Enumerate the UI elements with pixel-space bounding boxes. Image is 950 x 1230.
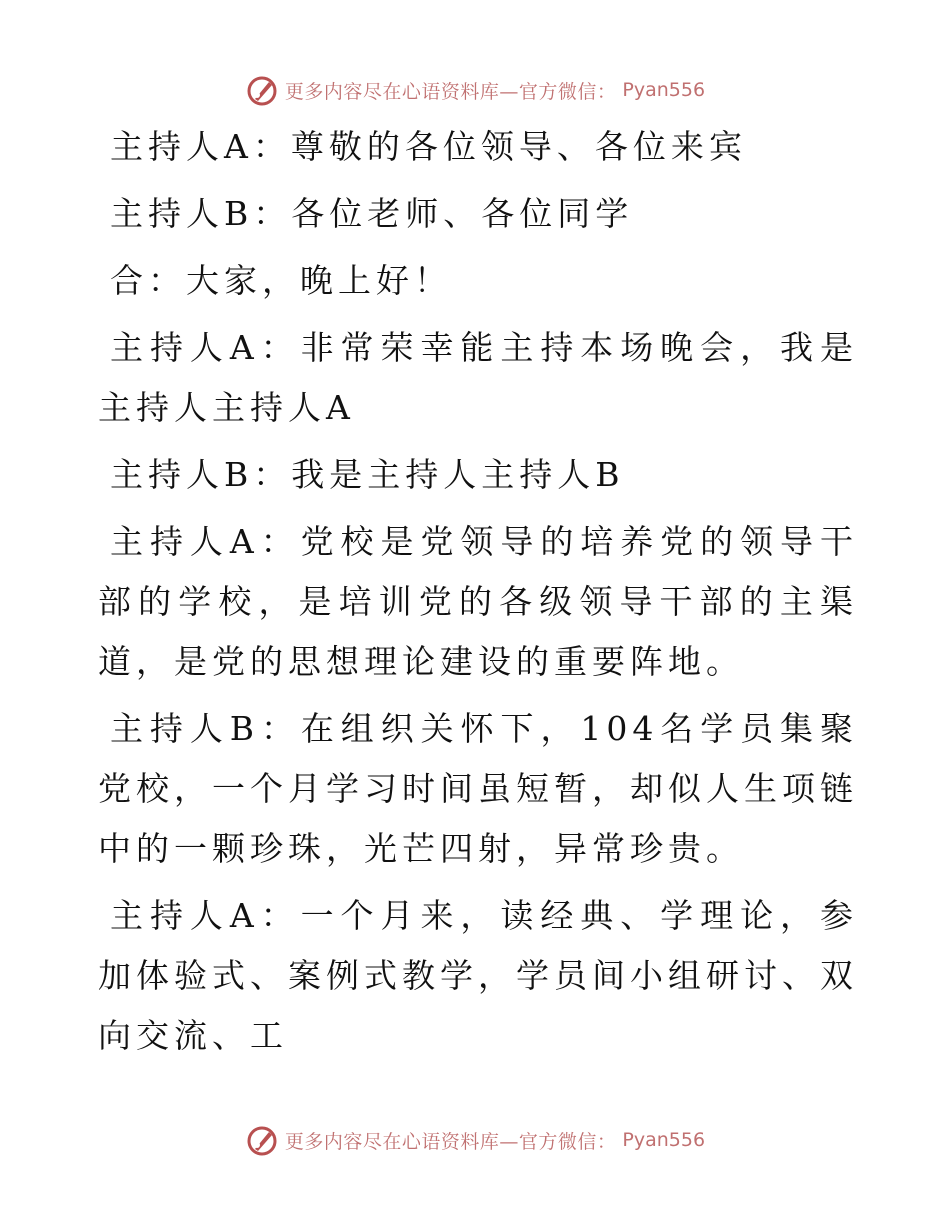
pen-logo-icon bbox=[245, 1123, 279, 1157]
paragraph: 合：大家，晚上好！ bbox=[110, 261, 452, 300]
paragraph: 主持人B：我是主持人主持人B bbox=[110, 455, 625, 494]
banner-wechat-id: Pyan556 bbox=[622, 1129, 706, 1151]
paragraph: 主持人A：尊敬的各位领导、各位来宾 bbox=[110, 127, 747, 166]
paragraph: 主持人A：党校是党领导的培养党的领导干部的学校，是培训党的各级领导干部的主渠道，是党的思想理论建设的重要阵地。 bbox=[98, 522, 858, 681]
footer-banner bbox=[0, 1120, 950, 1160]
document-body bbox=[98, 117, 858, 1073]
header-banner bbox=[0, 70, 950, 110]
banner-wechat-id: Pyan556 bbox=[622, 79, 706, 101]
paragraph: 主持人B：在组织关怀下，104名学员集聚党校，一个月学习时间虽短暂，却似人生项链中的一颗珍珠，光芒四射，异常珍贵。 bbox=[98, 709, 858, 868]
banner-text: 更多内容尽在心语资料库—官方微信： bbox=[284, 80, 617, 103]
paragraph: 主持人B：各位老师、各位同学 bbox=[110, 194, 634, 233]
pen-logo-icon bbox=[245, 73, 279, 107]
paragraph: 主持人A：一个月来，读经典、学理论，参加体验式、案例式教学，学员间小组研讨、双向交流、工 bbox=[98, 896, 858, 1055]
paragraph: 主持人A：非常荣幸能主持本场晚会，我是主持人主持人A bbox=[98, 328, 858, 427]
banner-text: 更多内容尽在心语资料库—官方微信： bbox=[284, 1130, 617, 1153]
